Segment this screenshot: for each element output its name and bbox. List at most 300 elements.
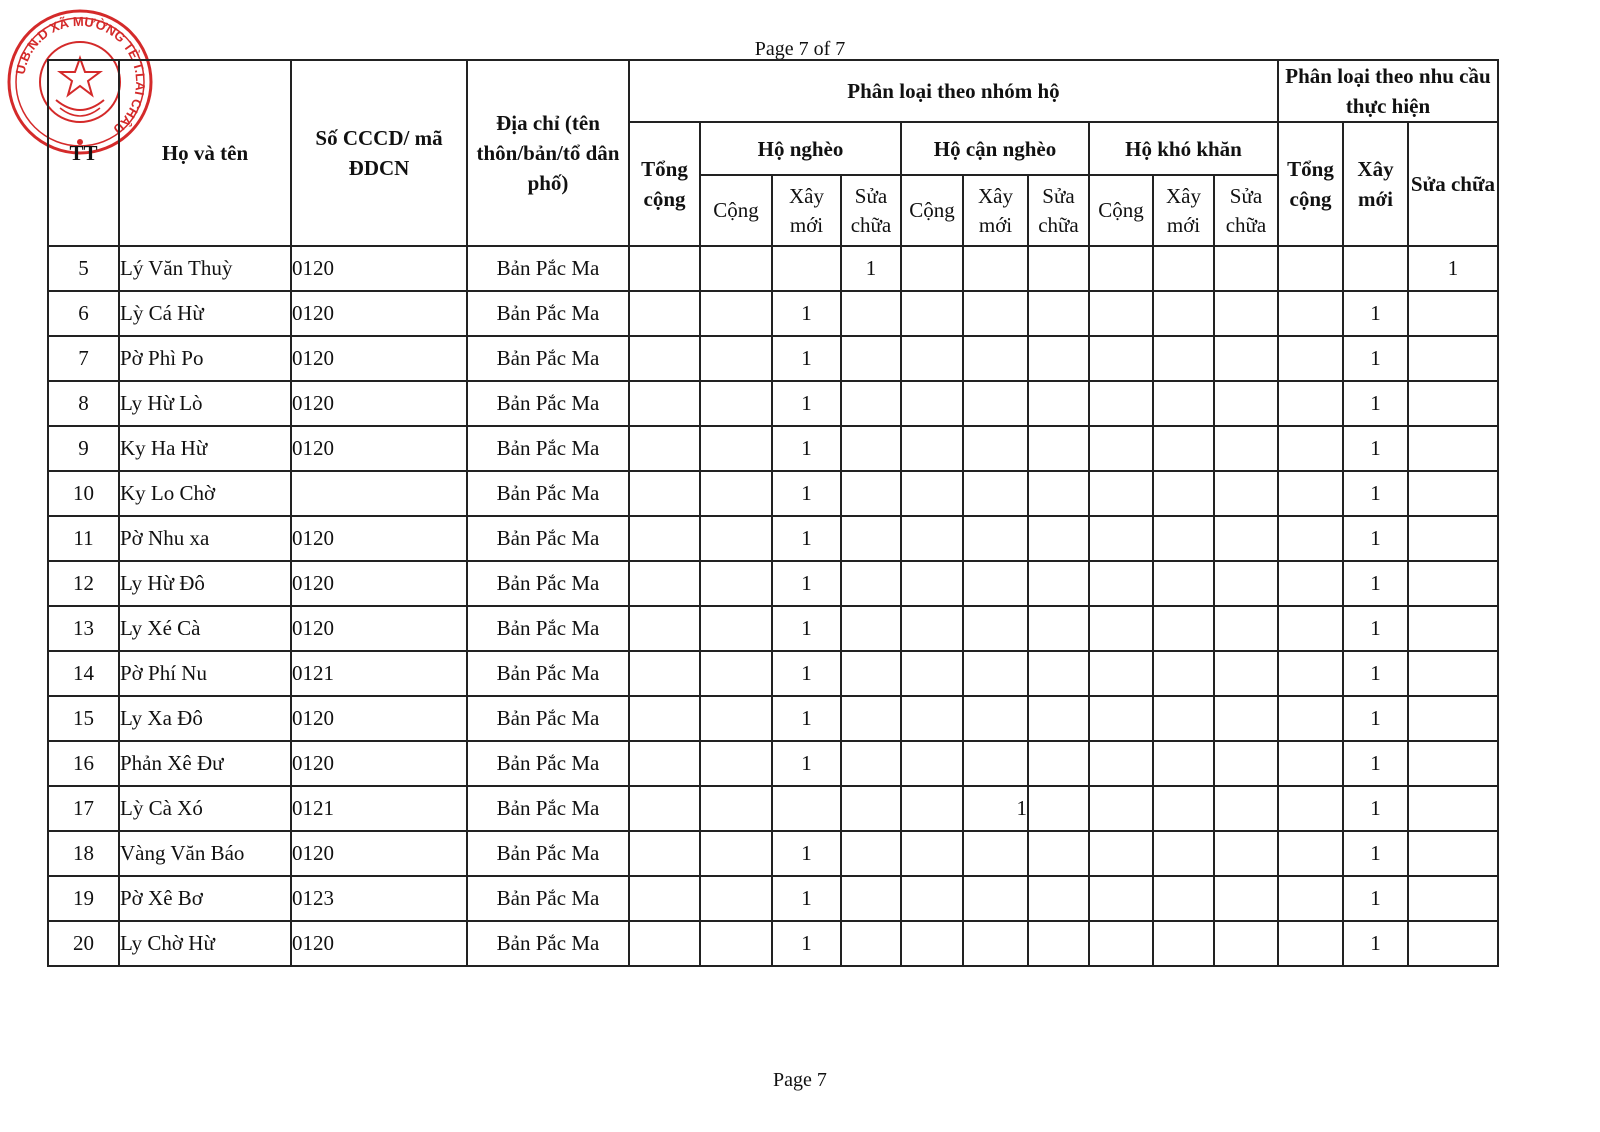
row-hardship-total bbox=[1089, 606, 1153, 651]
row-group-total bbox=[629, 336, 700, 381]
row-hardship-total bbox=[1089, 651, 1153, 696]
row-group-total bbox=[629, 516, 700, 561]
row-need-repair bbox=[1408, 471, 1498, 516]
row-near-poor-repair bbox=[1028, 606, 1089, 651]
stt-header: TT bbox=[48, 60, 119, 246]
row-hardship-total bbox=[1089, 246, 1153, 291]
row-poor-total bbox=[700, 426, 772, 471]
row-need-repair bbox=[1408, 741, 1498, 786]
row-need-total bbox=[1278, 426, 1343, 471]
row-near-poor-repair bbox=[1028, 471, 1089, 516]
row-near-poor-total bbox=[901, 516, 963, 561]
row-need-repair bbox=[1408, 876, 1498, 921]
row-group-total bbox=[629, 651, 700, 696]
row-poor-repair bbox=[841, 606, 901, 651]
row-name: Vàng Văn Báo bbox=[119, 831, 291, 876]
row-address: Bản Pắc Ma bbox=[467, 921, 629, 966]
row-hardship-total bbox=[1089, 471, 1153, 516]
row-address: Bản Pắc Ma bbox=[467, 561, 629, 606]
row-name: Lỳ Cá Hừ bbox=[119, 291, 291, 336]
row-need-repair bbox=[1408, 606, 1498, 651]
row-poor-new: 1 bbox=[772, 381, 841, 426]
row-need-repair bbox=[1408, 561, 1498, 606]
row-id: 0120 bbox=[291, 381, 467, 426]
row-name: Pờ Phì Po bbox=[119, 336, 291, 381]
row-hardship-repair bbox=[1214, 381, 1278, 426]
row-hardship-new bbox=[1153, 471, 1214, 516]
row-name: Ly Chờ Hừ bbox=[119, 921, 291, 966]
row-near-poor-new bbox=[963, 381, 1028, 426]
row-hardship-repair bbox=[1214, 561, 1278, 606]
row-hardship-total bbox=[1089, 921, 1153, 966]
row-near-poor-new bbox=[963, 561, 1028, 606]
row-near-poor-repair bbox=[1028, 426, 1089, 471]
row-name: Ky Ha Hừ bbox=[119, 426, 291, 471]
row-group-total bbox=[629, 561, 700, 606]
row-need-total bbox=[1278, 921, 1343, 966]
row-near-poor-total bbox=[901, 876, 963, 921]
svg-text:U.B.N.D XÃ MƯỜNG TÈ T.LAI CHÂU: U.B.N.D XÃ MƯỜNG TÈ T.LAI CHÂU bbox=[12, 13, 149, 138]
row-poor-total bbox=[700, 246, 772, 291]
row-near-poor-total bbox=[901, 246, 963, 291]
row-id: 0120 bbox=[291, 696, 467, 741]
row-address: Bản Pắc Ma bbox=[467, 831, 629, 876]
row-poor-total bbox=[700, 381, 772, 426]
row-need-repair: 1 bbox=[1408, 246, 1498, 291]
row-near-poor-new bbox=[963, 651, 1028, 696]
row-id: 0120 bbox=[291, 921, 467, 966]
row-poor-repair bbox=[841, 921, 901, 966]
row-hardship-new bbox=[1153, 831, 1214, 876]
row-poor-total bbox=[700, 561, 772, 606]
need-classification-header: Phân loại theo nhu cầu thực hiện bbox=[1278, 60, 1498, 122]
row-poor-total bbox=[700, 516, 772, 561]
row-need-new: 1 bbox=[1343, 741, 1408, 786]
row-hardship-repair bbox=[1214, 786, 1278, 831]
row-id: 0120 bbox=[291, 516, 467, 561]
row-group-total bbox=[629, 381, 700, 426]
row-group-total bbox=[629, 741, 700, 786]
row-hardship-total bbox=[1089, 381, 1153, 426]
row-hardship-new bbox=[1153, 516, 1214, 561]
row-hardship-new bbox=[1153, 876, 1214, 921]
row-stt: 14 bbox=[48, 651, 119, 696]
poor-total-header: Cộng bbox=[700, 175, 772, 246]
need-total-header: Tổng cộng bbox=[1278, 122, 1343, 246]
row-poor-new: 1 bbox=[772, 831, 841, 876]
row-poor-new: 1 bbox=[772, 426, 841, 471]
row-stt: 16 bbox=[48, 741, 119, 786]
row-poor-total bbox=[700, 336, 772, 381]
row-near-poor-total bbox=[901, 336, 963, 381]
hardship-repair-header: Sửa chữa bbox=[1214, 175, 1278, 246]
row-hardship-repair bbox=[1214, 291, 1278, 336]
row-poor-repair bbox=[841, 741, 901, 786]
row-hardship-total bbox=[1089, 516, 1153, 561]
row-near-poor-total bbox=[901, 921, 963, 966]
row-near-poor-repair bbox=[1028, 786, 1089, 831]
row-near-poor-repair bbox=[1028, 381, 1089, 426]
row-poor-new: 1 bbox=[772, 516, 841, 561]
group-total-header: Tổng cộng bbox=[629, 122, 700, 246]
row-near-poor-repair bbox=[1028, 651, 1089, 696]
row-need-total bbox=[1278, 876, 1343, 921]
row-address: Bản Pắc Ma bbox=[467, 786, 629, 831]
table-row bbox=[48, 786, 1498, 831]
row-hardship-total bbox=[1089, 741, 1153, 786]
row-near-poor-new bbox=[963, 246, 1028, 291]
row-hardship-new bbox=[1153, 651, 1214, 696]
row-hardship-total bbox=[1089, 831, 1153, 876]
poor-repair-header: Sửa chữa bbox=[841, 175, 901, 246]
row-hardship-repair bbox=[1214, 246, 1278, 291]
hardship-household-header: Hộ khó khăn bbox=[1089, 122, 1278, 175]
row-poor-new: 1 bbox=[772, 921, 841, 966]
table-row bbox=[48, 291, 1498, 336]
row-near-poor-repair bbox=[1028, 561, 1089, 606]
row-near-poor-new bbox=[963, 291, 1028, 336]
row-need-new: 1 bbox=[1343, 291, 1408, 336]
row-need-new: 1 bbox=[1343, 651, 1408, 696]
row-address: Bản Pắc Ma bbox=[467, 516, 629, 561]
row-poor-new: 1 bbox=[772, 876, 841, 921]
row-poor-repair bbox=[841, 381, 901, 426]
row-id: 0120 bbox=[291, 741, 467, 786]
row-poor-repair bbox=[841, 876, 901, 921]
row-need-new: 1 bbox=[1343, 561, 1408, 606]
row-poor-repair: 1 bbox=[841, 246, 901, 291]
row-near-poor-new bbox=[963, 741, 1028, 786]
row-group-total bbox=[629, 831, 700, 876]
row-poor-new: 1 bbox=[772, 696, 841, 741]
row-need-total bbox=[1278, 651, 1343, 696]
row-poor-new: 1 bbox=[772, 606, 841, 651]
row-poor-new bbox=[772, 786, 841, 831]
row-poor-repair bbox=[841, 336, 901, 381]
row-poor-new: 1 bbox=[772, 561, 841, 606]
row-near-poor-new bbox=[963, 426, 1028, 471]
row-hardship-new bbox=[1153, 336, 1214, 381]
row-group-total bbox=[629, 246, 700, 291]
row-stt: 20 bbox=[48, 921, 119, 966]
row-poor-new: 1 bbox=[772, 336, 841, 381]
row-need-new: 1 bbox=[1343, 381, 1408, 426]
row-poor-total bbox=[700, 876, 772, 921]
row-near-poor-total bbox=[901, 696, 963, 741]
row-poor-total bbox=[700, 471, 772, 516]
row-need-total bbox=[1278, 381, 1343, 426]
need-new-header: Xây mới bbox=[1343, 122, 1408, 246]
row-hardship-new bbox=[1153, 696, 1214, 741]
row-hardship-total bbox=[1089, 336, 1153, 381]
row-near-poor-total bbox=[901, 381, 963, 426]
row-need-new: 1 bbox=[1343, 606, 1408, 651]
register-rows bbox=[48, 246, 1498, 966]
row-near-poor-new bbox=[963, 921, 1028, 966]
row-id: 0121 bbox=[291, 651, 467, 696]
row-near-poor-total bbox=[901, 561, 963, 606]
row-group-total bbox=[629, 921, 700, 966]
row-need-total bbox=[1278, 696, 1343, 741]
row-need-repair bbox=[1408, 516, 1498, 561]
row-need-new: 1 bbox=[1343, 426, 1408, 471]
row-poor-total bbox=[700, 606, 772, 651]
row-poor-repair bbox=[841, 831, 901, 876]
table-row bbox=[48, 381, 1498, 426]
row-need-new bbox=[1343, 246, 1408, 291]
table-row bbox=[48, 561, 1498, 606]
row-near-poor-total bbox=[901, 786, 963, 831]
table-row bbox=[48, 336, 1498, 381]
row-near-poor-new: 1 bbox=[963, 786, 1028, 831]
row-name: Ky Lo Chờ bbox=[119, 471, 291, 516]
row-need-repair bbox=[1408, 336, 1498, 381]
row-id: 0121 bbox=[291, 786, 467, 831]
row-hardship-repair bbox=[1214, 606, 1278, 651]
table-row bbox=[48, 741, 1498, 786]
row-name: Lỳ Cà Xó bbox=[119, 786, 291, 831]
row-hardship-new bbox=[1153, 426, 1214, 471]
row-need-new: 1 bbox=[1343, 336, 1408, 381]
row-poor-new: 1 bbox=[772, 741, 841, 786]
row-stt: 10 bbox=[48, 471, 119, 516]
row-hardship-repair bbox=[1214, 831, 1278, 876]
row-near-poor-repair bbox=[1028, 696, 1089, 741]
need-repair-header: Sửa chữa bbox=[1408, 122, 1498, 246]
table-row bbox=[48, 921, 1498, 966]
table-row bbox=[48, 426, 1498, 471]
row-address: Bản Pắc Ma bbox=[467, 741, 629, 786]
near-poor-new-header: Xây mới bbox=[963, 175, 1028, 246]
row-poor-total bbox=[700, 921, 772, 966]
row-hardship-new bbox=[1153, 291, 1214, 336]
row-hardship-new bbox=[1153, 381, 1214, 426]
row-name: Pờ Nhu xa bbox=[119, 516, 291, 561]
row-poor-total bbox=[700, 741, 772, 786]
row-stt: 8 bbox=[48, 381, 119, 426]
near-poor-repair-header: Sửa chữa bbox=[1028, 175, 1089, 246]
row-need-total bbox=[1278, 561, 1343, 606]
row-hardship-total bbox=[1089, 786, 1153, 831]
row-near-poor-repair bbox=[1028, 246, 1089, 291]
row-near-poor-new bbox=[963, 831, 1028, 876]
row-poor-repair bbox=[841, 516, 901, 561]
row-stt: 6 bbox=[48, 291, 119, 336]
row-need-repair bbox=[1408, 786, 1498, 831]
row-hardship-repair bbox=[1214, 336, 1278, 381]
row-poor-repair bbox=[841, 786, 901, 831]
name-header: Họ và tên bbox=[119, 60, 291, 246]
row-near-poor-new bbox=[963, 471, 1028, 516]
row-near-poor-repair bbox=[1028, 291, 1089, 336]
row-need-repair bbox=[1408, 291, 1498, 336]
row-near-poor-total bbox=[901, 606, 963, 651]
row-near-poor-new bbox=[963, 606, 1028, 651]
row-group-total bbox=[629, 696, 700, 741]
row-poor-repair bbox=[841, 291, 901, 336]
row-name: Pờ Xê Bơ bbox=[119, 876, 291, 921]
row-poor-total bbox=[700, 291, 772, 336]
row-need-new: 1 bbox=[1343, 876, 1408, 921]
row-hardship-total bbox=[1089, 696, 1153, 741]
row-address: Bản Pắc Ma bbox=[467, 426, 629, 471]
row-need-total bbox=[1278, 246, 1343, 291]
household-register-table bbox=[47, 59, 1499, 967]
row-need-total bbox=[1278, 606, 1343, 651]
row-poor-new: 1 bbox=[772, 651, 841, 696]
row-hardship-new bbox=[1153, 561, 1214, 606]
row-hardship-total bbox=[1089, 876, 1153, 921]
table-row bbox=[48, 651, 1498, 696]
row-need-repair bbox=[1408, 651, 1498, 696]
row-need-repair bbox=[1408, 426, 1498, 471]
row-group-total bbox=[629, 291, 700, 336]
row-id: 0120 bbox=[291, 291, 467, 336]
row-need-new: 1 bbox=[1343, 516, 1408, 561]
row-near-poor-new bbox=[963, 876, 1028, 921]
row-near-poor-repair bbox=[1028, 876, 1089, 921]
near-poor-total-header: Cộng bbox=[901, 175, 963, 246]
row-address: Bản Pắc Ma bbox=[467, 876, 629, 921]
row-name: Lý Văn Thuỳ bbox=[119, 246, 291, 291]
row-near-poor-new bbox=[963, 516, 1028, 561]
row-address: Bản Pắc Ma bbox=[467, 291, 629, 336]
row-need-new: 1 bbox=[1343, 921, 1408, 966]
row-stt: 17 bbox=[48, 786, 119, 831]
row-poor-new: 1 bbox=[772, 291, 841, 336]
row-near-poor-total bbox=[901, 426, 963, 471]
table-row bbox=[48, 516, 1498, 561]
row-poor-repair bbox=[841, 696, 901, 741]
row-id: 0120 bbox=[291, 336, 467, 381]
row-group-total bbox=[629, 876, 700, 921]
page-header: Page 7 of 7 bbox=[754, 38, 846, 60]
row-id: 0120 bbox=[291, 831, 467, 876]
row-near-poor-repair bbox=[1028, 741, 1089, 786]
row-hardship-new bbox=[1153, 606, 1214, 651]
row-hardship-new bbox=[1153, 246, 1214, 291]
id-header: Số CCCD/ mã ĐDCN bbox=[291, 60, 467, 246]
row-hardship-repair bbox=[1214, 651, 1278, 696]
row-name: Ly Xé Cà bbox=[119, 606, 291, 651]
row-group-total bbox=[629, 786, 700, 831]
row-poor-repair bbox=[841, 471, 901, 516]
row-need-new: 1 bbox=[1343, 696, 1408, 741]
row-near-poor-total bbox=[901, 831, 963, 876]
row-poor-total bbox=[700, 696, 772, 741]
row-hardship-repair bbox=[1214, 921, 1278, 966]
row-group-total bbox=[629, 606, 700, 651]
row-poor-total bbox=[700, 831, 772, 876]
row-need-repair bbox=[1408, 831, 1498, 876]
row-poor-new: 1 bbox=[772, 471, 841, 516]
row-near-poor-new bbox=[963, 696, 1028, 741]
row-hardship-repair bbox=[1214, 471, 1278, 516]
row-near-poor-repair bbox=[1028, 516, 1089, 561]
row-need-new: 1 bbox=[1343, 831, 1408, 876]
row-need-new: 1 bbox=[1343, 471, 1408, 516]
row-poor-repair bbox=[841, 651, 901, 696]
row-need-total bbox=[1278, 336, 1343, 381]
row-need-total bbox=[1278, 831, 1343, 876]
row-hardship-repair bbox=[1214, 741, 1278, 786]
row-hardship-total bbox=[1089, 426, 1153, 471]
table-row bbox=[48, 246, 1498, 291]
row-need-repair bbox=[1408, 696, 1498, 741]
row-near-poor-new bbox=[963, 336, 1028, 381]
row-stt: 18 bbox=[48, 831, 119, 876]
row-id: 0120 bbox=[291, 561, 467, 606]
table-row bbox=[48, 471, 1498, 516]
row-address: Bản Pắc Ma bbox=[467, 471, 629, 516]
row-hardship-total bbox=[1089, 561, 1153, 606]
row-name: Ly Hừ Đô bbox=[119, 561, 291, 606]
row-poor-repair bbox=[841, 426, 901, 471]
row-poor-repair bbox=[841, 561, 901, 606]
row-poor-new bbox=[772, 246, 841, 291]
row-near-poor-total bbox=[901, 741, 963, 786]
row-near-poor-repair bbox=[1028, 831, 1089, 876]
row-name: Pờ Phí Nu bbox=[119, 651, 291, 696]
row-id: 0120 bbox=[291, 426, 467, 471]
hardship-total-header: Cộng bbox=[1089, 175, 1153, 246]
near-poor-household-header: Hộ cận nghèo bbox=[901, 122, 1089, 175]
row-address: Bản Pắc Ma bbox=[467, 696, 629, 741]
table-row bbox=[48, 696, 1498, 741]
row-id: 0120 bbox=[291, 606, 467, 651]
row-near-poor-total bbox=[901, 291, 963, 336]
row-need-total bbox=[1278, 786, 1343, 831]
row-stt: 7 bbox=[48, 336, 119, 381]
row-id: 0120 bbox=[291, 246, 467, 291]
row-address: Bản Pắc Ma bbox=[467, 336, 629, 381]
row-address: Bản Pắc Ma bbox=[467, 246, 629, 291]
row-near-poor-repair bbox=[1028, 336, 1089, 381]
row-id: 0123 bbox=[291, 876, 467, 921]
row-name: Ly Xa Đô bbox=[119, 696, 291, 741]
row-hardship-repair bbox=[1214, 516, 1278, 561]
row-id bbox=[291, 471, 467, 516]
row-near-poor-total bbox=[901, 471, 963, 516]
row-need-total bbox=[1278, 516, 1343, 561]
row-address: Bản Pắc Ma bbox=[467, 381, 629, 426]
row-hardship-new bbox=[1153, 786, 1214, 831]
row-near-poor-total bbox=[901, 651, 963, 696]
table-row bbox=[48, 831, 1498, 876]
row-near-poor-repair bbox=[1028, 921, 1089, 966]
row-stt: 9 bbox=[48, 426, 119, 471]
row-need-new: 1 bbox=[1343, 786, 1408, 831]
row-hardship-repair bbox=[1214, 876, 1278, 921]
address-header: Địa chỉ (tên thôn/bản/tổ dân phố) bbox=[467, 60, 629, 246]
table-row bbox=[48, 876, 1498, 921]
row-address: Bản Pắc Ma bbox=[467, 651, 629, 696]
page-footer: Page 7 bbox=[773, 1069, 827, 1091]
row-need-total bbox=[1278, 291, 1343, 336]
row-need-repair bbox=[1408, 921, 1498, 966]
poor-household-header: Hộ nghèo bbox=[700, 122, 901, 175]
row-poor-total bbox=[700, 786, 772, 831]
row-need-total bbox=[1278, 741, 1343, 786]
row-name: Ly Hừ Lò bbox=[119, 381, 291, 426]
row-address: Bản Pắc Ma bbox=[467, 606, 629, 651]
row-need-total bbox=[1278, 471, 1343, 516]
row-name: Phản Xê Đư bbox=[119, 741, 291, 786]
group-classification-header: Phân loại theo nhóm hộ bbox=[629, 60, 1278, 122]
row-group-total bbox=[629, 471, 700, 516]
row-stt: 11 bbox=[48, 516, 119, 561]
row-hardship-total bbox=[1089, 291, 1153, 336]
